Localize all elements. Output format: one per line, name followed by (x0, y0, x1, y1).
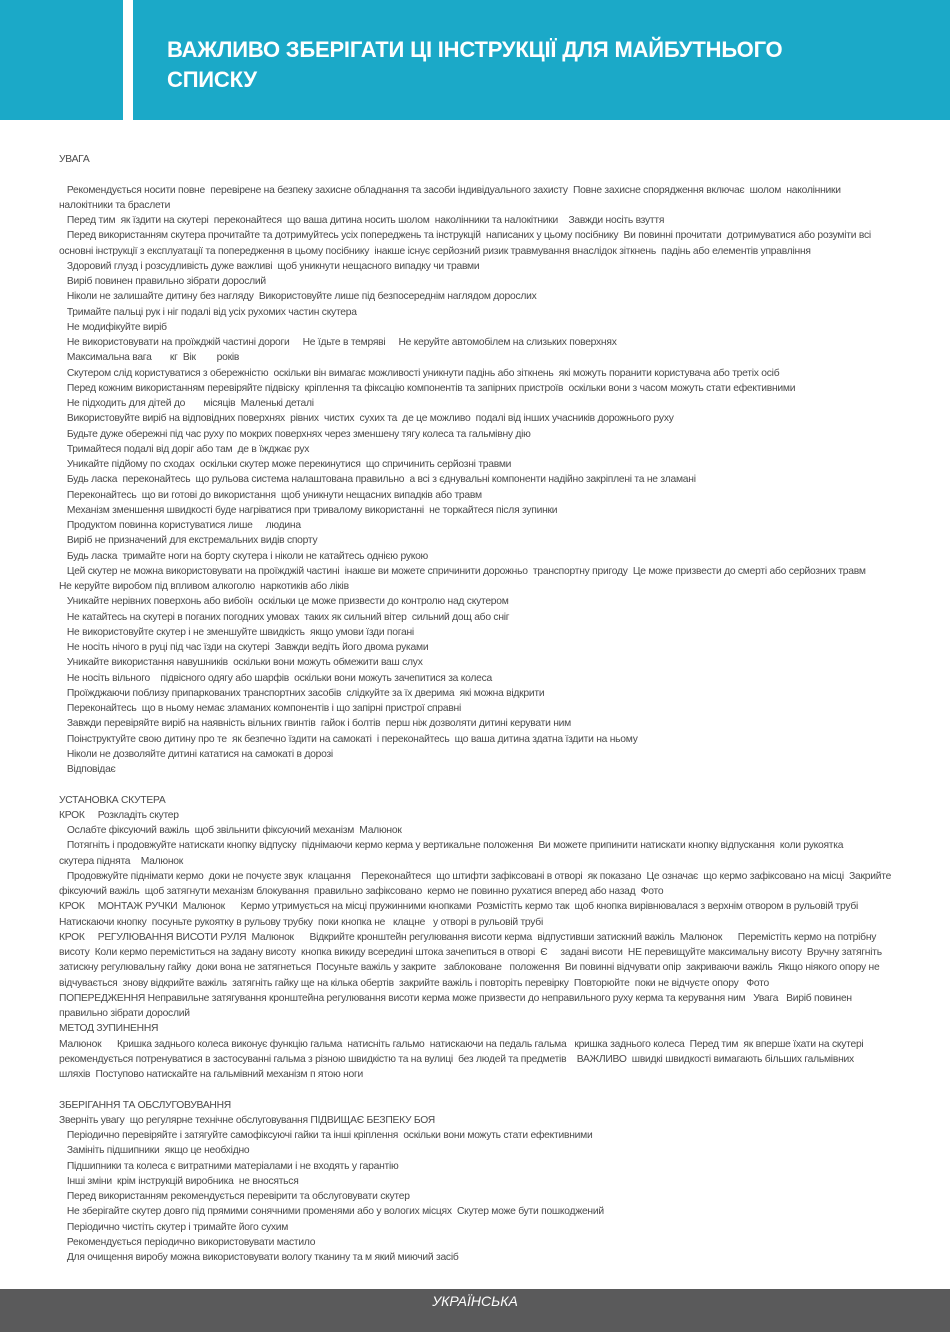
text-line: УСТАНОВКА СКУТЕРА (59, 794, 166, 806)
text-line: Натискаючи кнопку посуньте рукоятку в рульову трубку поки кнопка не клацне у отворі в рульовій трубі (59, 916, 543, 928)
footer-language-label: УКРАЇНСЬКА (432, 1293, 518, 1309)
text-line: Не використовуйте скутер і не зменшуйте швидкість якщо умови їзди погані (59, 626, 414, 638)
text-line: Механізм зменшення швидкості буде нагріватися при тривалому використанні не торкайтеся після зупинки (59, 504, 558, 516)
text-line: Уникайте нерівних поверхонь або вибоїн оскільки це може призвести до контролю над скутером (59, 596, 509, 608)
text-line: Перед використанням скутера прочитайте та дотримуйтесь усіх попереджень та інструкцій написаних у цьому посібнику Ви повинні прочитати дотримуватися або розуміти всі (59, 230, 871, 242)
text-line: Продовжуйте піднімати кермо доки не почуєте звук клацання Переконайтеся що штифти зафіксовані в отворі як показано Це означає що кермо зафіксовано на місці Закрийте (59, 870, 892, 882)
text-line: Рекомендується носити повне перевірене на безпеку захисне обладнання та засоби індивідуального захисту Повне захисне спорядження включає шолом наколінники (59, 184, 841, 196)
text-line (59, 1082, 899, 1097)
text-line: Перед кожним використанням перевіряйте підвіску кріплення та фіксацію компонентів та запірних пристроїв оскільки вони з часом можуть стати ефективними (59, 382, 796, 394)
text-line: Уникайте підйому по сходах оскільки скутер може перекинутися що спричинить серйозні травми (59, 459, 512, 470)
text-line: основні інструкції з експлуатації та попередження в цьому посібнику інакше існує серйозний ризик травмування внаслідок зіткнень падінь або елементів управління (59, 245, 811, 257)
text-line: Замініть підшипники якщо це необхідно (59, 1145, 250, 1157)
text-line: Зверніть увагу що регулярне технічне обслуговування ПІДВИЩАЄ БЕЗПЕКУ БОЯ (59, 1114, 435, 1126)
text-line: Для очищення виробу можна використовувати вологу тканину та м який миючий засіб (59, 1252, 459, 1263)
text-line: Ніколи не залишайте дитину без нагляду Використовуйте лише під безпосереднім наглядом дорослих (59, 291, 537, 303)
text-line: налокітники та браслети (59, 199, 171, 211)
text-line: Потягніть і продовжуйте натискати кнопку відпуску піднімаючи кермо керма у вертикальне положення Ви можете припинити натискати кнопку відпускання коли рукоятка (59, 840, 844, 852)
text-line: ПОПЕРЕДЖЕННЯ Неправильне затягування кронштейна регулювання висоти керма може призвести до неправильного руху керма та керування ним Увага Виріб повинен (59, 992, 852, 1004)
text-line: Максимальна вага кг Вік років (59, 352, 240, 364)
text-line: Не катайтесь на скутері в поганих погодних умовах таких як сильний вітер сильний дощ або сніг (59, 611, 510, 623)
text-line: Інші зміни крім інструкцій виробника не вносяться (59, 1175, 299, 1187)
text-line: Ослабте фіксуючий важіль щоб звільнити фіксуючий механізм Малюнок (59, 825, 402, 836)
text-line: Перед тим як їздити на скутері переконайтеся що ваша дитина носить шолом наколінники та налокітники Завжди носіть взуття (59, 215, 665, 226)
text-line: УВАГА (59, 154, 90, 165)
text-line: КРОК Розкладіть скутер (59, 809, 179, 821)
text-line: КРОК РЕГУЛЮВАННЯ ВИСОТИ РУЛЯ Малюнок Відкрийте кронштейн регулювання висоти керма відпустивши затискний важіль Малюнок Перемістіть кермо на потрібну (59, 931, 877, 943)
text-line: Виріб повинен правильно зібрати дорослий (59, 276, 266, 287)
text-line: скутера піднята Малюнок (59, 855, 184, 867)
text-line: фіксуючий важіль щоб затягнути механізм блокування правильно зафіксовано кермо не повинно рухатися вперед або назад Фото (59, 886, 664, 897)
page-title: ВАЖЛИВО ЗБЕРІГАТИ ЦІ ІНСТРУКЦІЇ ДЛЯ МАЙБУТНЬОГО СПИСКУ (167, 37, 783, 92)
text-line: висоту Коли кермо переміститься на задану висоту кнопка викиду всередині штока зачепиться в отворі Є заданi висоти НЕ перевищуйте максимальну висоту Вручну затягніть (59, 947, 882, 958)
text-line: рекомендується потренуватися в застосуванні гальма з різною швидкістю та на вулиці без людей та предметів ВАЖЛИВО швидкі швидкості вимагають більших гальмівних (59, 1053, 854, 1065)
text-line: відчувається знову відкрийте важіль затягніть гайку ще на кілька обертів закрийте важіль і повторіть перевірку Повторюйте поки не відчуєте опору Фото (59, 977, 769, 989)
text-line: Скутером слід користуватися з обережністю оскільки він вимагає можливості уникнути падінь або зіткнень які можуть поранити користувача або третіх осіб (59, 367, 780, 379)
text-line: Продуктом повинна користуватися лише людина (59, 520, 301, 531)
text-line: Будь ласка переконайтесь що рульова система налаштована правильно а всі з єднувальні компоненти надійно закріплені та не зламані (59, 474, 696, 486)
text-line: Завжди перевіряйте виріб на наявність вільних гвинтів гайок і болтів перш ніж дозволяти дитині керувати ним (59, 718, 571, 730)
text-line: Здоровий глузд і розсудливість дуже важливі щоб уникнути нещасного випадку чи травми (59, 260, 480, 272)
text-line: Підшипники та колеса є витратними матеріалами і не входять у гарантію (59, 1160, 399, 1172)
text-line: Проїжджаючи поблизу припаркованих транспортних засобів слідкуйте за їх дверима які можна відкрити (59, 687, 545, 699)
text-line: Не носіть нічого в руці під час їзди на скутері Завжди ведіть його двома руками (59, 642, 429, 653)
text-line: правильно зібрати дорослий (59, 1008, 190, 1019)
text-line: Використовуйте виріб на відповідних поверхнях рівних чистих сухих та де це можливо подалі від інших учасників дорожнього руху (59, 413, 674, 425)
text-line: Не керуйте виробом під впливом алкоголю наркотиків або ліків (59, 581, 349, 592)
text-line: ЗБЕРІГАННЯ ТА ОБСЛУГОВУВАННЯ (59, 1099, 231, 1111)
text-line: Будь ласка тримайте ноги на борту скутера і ніколи не катайтесь однією рукою (59, 550, 429, 562)
instructions-body (59, 152, 899, 1265)
text-line: Не зберігайте скутер довго під прямими сонячними променями або у вологих місцях Скутер може бути пошкоджений (59, 1206, 604, 1218)
text-line: Будьте дуже обережні під час руху по мокрих поверхнях через зменшену тягу колеса та гальмівну дію (59, 428, 531, 440)
text-line: Виріб не призначений для екстремальних видів спорту (59, 535, 318, 547)
text-line: шляхів Поступово натискайте на гальмівний механізм п ятою ноги (59, 1069, 364, 1080)
text-line: Не підходить для дітей до місяців Маленькі деталі (59, 398, 314, 409)
text-line: КРОК МОНТАЖ РУЧКИ Малюнок Кермо утримується на місці пружинними кнопками Розмістіть кермо так щоб кнопка вирівнювалася з верхнім отвором в рульовій трубі (59, 901, 859, 913)
text-line: Уникайте використання навушників оскільки вони можуть обмежити ваш слух (59, 657, 423, 669)
text-line: Не використовувати на проїжджій частині дороги Не їдьте в темряві Не керуйте автомобілем на слизьких поверхнях (59, 337, 617, 348)
text-line: МЕТОД ЗУПИНЕННЯ (59, 1023, 159, 1035)
text-line: Переконайтесь що в ньому немає зламаних компонентів і що запірні пристрої справні (59, 703, 462, 714)
text-line: Відповідає (59, 764, 116, 775)
text-line: Рекомендується періодично використовувати мастило (59, 1236, 316, 1248)
text-line: Періодично перевіряйте і затягуйте самофіксуючі гайки та інші кріплення оскільки вони можуть стати ефективними (59, 1130, 593, 1141)
text-line: Тримайтеся подалі від доріг або там де в їжджає рух (59, 443, 310, 455)
text-line (59, 777, 899, 792)
text-line: Не модифікуйте виріб (59, 321, 167, 333)
text-line: Тримайте пальці рук і ніг подалі від усіх рухомих частин скутера (59, 306, 357, 318)
text-line: Ніколи не дозволяйте дитині кататися на самокаті в дорозі (59, 748, 333, 760)
text-line: Не носіть вільного підвісного одягу або шарфів оскільки вони можуть зачепитися за колеса (59, 672, 492, 684)
text-line: Перед використанням рекомендується перевірити та обслуговувати скутер (59, 1191, 410, 1202)
text-line: затискну регулювальну гайку доки вона не затягнеться Посуньте важіль у закрите заблоковане положення Ви повинні відчувати опір закриваючи важіль Якщо ніякого опору не (59, 962, 880, 974)
text-line: Переконайтесь що ви готові до використання щоб уникнути нещасних випадків або травм (59, 489, 482, 501)
text-line: Поінструктуйте свою дитину про те як безпечно їздити на самокаті і переконайтесь що ваша дитина здатна їздити на ньому (59, 733, 638, 745)
text-line (59, 167, 899, 182)
header-accent-bar (0, 0, 123, 120)
text-line: Цей скутер не можна використовувати на проїжджій частині інакше ви можете спричинити дорожньо транспортну пригоду Це може призвести до смерті або серйозних травм (59, 565, 866, 577)
text-line: Періодично чистіть скутер і тримайте його сухим (59, 1221, 289, 1233)
text-line: Малюнок Кришка заднього колеса виконує функцію гальма натисніть гальмо натискаючи на педаль гальма кришка заднього колеса Перед тим як вперше їхати на скутері (59, 1038, 864, 1050)
